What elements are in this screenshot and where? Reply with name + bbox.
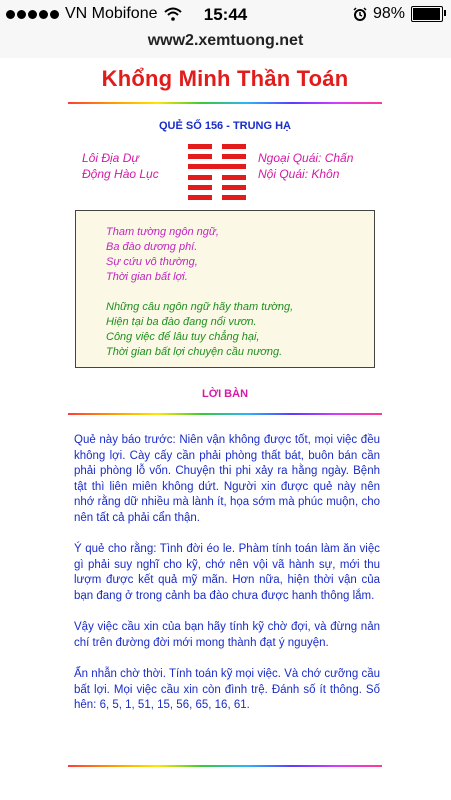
hexagram-name: Lôi Địa Dự [82, 151, 139, 165]
translation-line: Thời gian bất lợi chuyện cầu nương. [106, 346, 283, 358]
alarm-icon [353, 7, 367, 21]
verse-box [75, 210, 375, 368]
status-bar [0, 0, 451, 30]
moving-line: Động Hào Lục [82, 167, 159, 181]
page-title: Khổng Minh Thần Toán [101, 66, 349, 91]
translation-line: Hiện tại ba đào đang nổi vươn. [106, 316, 257, 328]
divider [68, 765, 382, 767]
hexagram-line-broken [188, 185, 246, 190]
carrier-name: VN Mobifone [65, 5, 158, 22]
translation-line: Công việc để lâu tuy chẳng hại, [106, 331, 260, 343]
hexagram-line-solid [188, 164, 246, 169]
verse-line: Tham tường ngôn ngữ, [106, 226, 219, 238]
verse-line: Thời gian bất lợi. [106, 271, 188, 283]
paragraph: Vậy việc cầu xin của bạn hãy tính kỹ chờ đợi, và đừng nản chí trên đường đời mới mong thành đạt ý nguyện. [74, 621, 380, 649]
clock: 15:44 [203, 5, 248, 24]
hexagram-line-broken [188, 144, 246, 149]
paragraph: Quẻ này báo trước: Niên vận không được tốt, mọi việc đều không lợi. Cày cấy cần phải phòng thất bát, buôn bán cần phải phòng lỗ vốn. Chuyện thi phi xảy ra hằng ngày. Bệnh tật thì liên miên không dứt. Người xin được quẻ này nên nhớ rằng dữ nhiều mà lành ít, họa sớm mà phúc muộn, cho nên tất cả phải cẩn thận. [74, 434, 380, 524]
hexagram-line-broken [188, 154, 246, 159]
section-title: LỜI BÀN [201, 388, 249, 400]
divider [68, 102, 382, 104]
hexagram-line-broken [188, 175, 246, 180]
paragraph: Ẩn nhẫn chờ thời. Tính toán kỹ mọi việc. Và chớ cưỡng cầu bất lợi. Mọi việc cầu xin còn đình trệ. Đánh số ít thông. Số hên: 6, 5, 1, 51, 15, 56, 65, 16, 61. [74, 668, 380, 711]
hexagram-row [68, 144, 382, 200]
url-text: www2.xemtuong.net [147, 32, 304, 49]
hexagram-symbol [188, 144, 246, 200]
verse-line: Ba đào dương phí. [106, 241, 198, 253]
address-bar[interactable] [0, 30, 451, 58]
inner-trigram: Nội Quái: Khôn [258, 167, 340, 181]
commentary [68, 433, 382, 714]
outer-trigram: Ngoại Quái: Chấn [258, 151, 354, 165]
hexagram-header: QUẺ SỐ 156 - TRUNG HẠ [158, 120, 292, 132]
hexagram-names [82, 150, 159, 182]
translation-line: Những câu ngôn ngữ hãy tham tường, [106, 301, 294, 313]
content-page [68, 58, 382, 800]
trigram-names [258, 150, 353, 182]
verse-line: Sự cứu vô thường, [106, 256, 198, 268]
divider [68, 413, 382, 415]
paragraph: Ý quẻ cho rằng: Tình đời éo le. Phàm tính toán làm ăn việc gì phải suy nghĩ cho kỹ, chớ nên vội vã hành sự, mới thu lượm được kết quả mỹ mãn. Hơn nữa, hiện thời vận của bạn đang ở trong cảnh ba đào chưa được hanh thông lắm. [74, 543, 380, 602]
battery-icon [411, 6, 443, 22]
status-right-area [353, 5, 443, 23]
battery-percent: 98% [372, 5, 405, 22]
hexagram-line-broken [188, 195, 246, 200]
